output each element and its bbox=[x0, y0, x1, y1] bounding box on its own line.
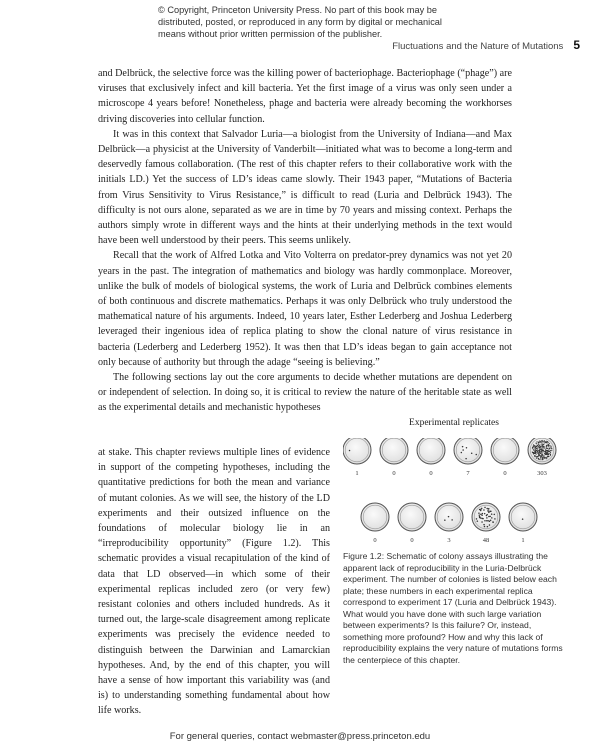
colony-dot bbox=[541, 440, 542, 441]
colony-dot bbox=[540, 441, 541, 442]
colony-dot bbox=[477, 520, 479, 522]
colony-dot bbox=[471, 453, 473, 455]
colony-dot bbox=[494, 514, 496, 516]
plate-dish bbox=[380, 438, 408, 464]
plate-dish bbox=[398, 503, 426, 531]
plate-dish bbox=[509, 503, 537, 531]
colony-dot bbox=[451, 519, 453, 521]
colony-dot bbox=[487, 520, 489, 522]
colony-dot bbox=[489, 516, 491, 518]
petri-plates-diagram bbox=[343, 438, 565, 558]
colony-dot bbox=[486, 520, 488, 522]
colony-dot bbox=[480, 517, 482, 519]
paragraph: Recall that the work of Alfred Lotka and Vito Volterra on predator-prey dynamics was not yet 20 years in the past. The integration of mathematics and biology was hardly commonplace. Moreover, unlike the bulk of models of biological systems, the work of Luria and Delbrück combines elements of both continuous and discrete mathematics. Perhaps it was only Delbrück who truly understood the mathematical nature of his arguments. Indeed, 10 years later, Esther Lederberg and Joshua Lederberg leveraged their ingenious idea of replica plating to show the clonal nature of virus resistance in bacteria (Lederberg and Lederberg 1952). It was then that LD’s ideas began to gain acceptance not only because of authority but through the adage “seeing is believing.” bbox=[98, 250, 512, 368]
colony-dot bbox=[546, 453, 547, 454]
petri-plate bbox=[528, 438, 556, 464]
petri-plate bbox=[361, 503, 389, 531]
colony-dot bbox=[481, 515, 483, 517]
colony-dot bbox=[538, 450, 539, 451]
colony-dot bbox=[533, 453, 534, 454]
colony-dot bbox=[542, 444, 543, 445]
colony-dot bbox=[544, 448, 545, 449]
plate-count-label: 303 bbox=[537, 470, 547, 477]
colony-dot bbox=[481, 521, 483, 523]
colony-dot bbox=[461, 452, 463, 454]
colony-dot bbox=[543, 441, 544, 442]
colony-dot bbox=[539, 445, 540, 446]
paragraph: The following sections lay out the core arguments to decide whether mutations are dependent on or independent of selection. In doing so, it is critical to review the nature of the heritable state as well as the experimental details and mechanistic hypotheses bbox=[98, 372, 512, 414]
colony-dot bbox=[534, 450, 535, 451]
colony-dot bbox=[534, 453, 535, 454]
petri-plate bbox=[380, 438, 408, 464]
colony-dot bbox=[546, 442, 547, 443]
colony-dot bbox=[539, 441, 540, 442]
plate-count-label: 48 bbox=[482, 537, 490, 544]
colony-dot bbox=[539, 452, 540, 453]
colony-dot bbox=[550, 445, 551, 446]
running-title: Fluctuations and the Nature of Mutations bbox=[392, 41, 564, 52]
colony-dot bbox=[487, 526, 489, 528]
plate-dish bbox=[491, 438, 519, 464]
colony-dot bbox=[540, 456, 541, 457]
colony-dot bbox=[545, 441, 546, 442]
colony-dot bbox=[539, 440, 540, 441]
footer-contact: For general queries, contact webmaster@press.princeton.edu bbox=[169, 731, 431, 742]
paragraph: It was in this context that Salvador Luria—a biologist from the University of Indiana—and Max Delbrück—a physicist at the University of Vanderbilt—initiated what was to become a long-term and deservedly famous collaboration. (The rest of this chapter refers to their collaborative work with the initials LD.) Yet the success of LD’s ideas came slowly. Their 1943 paper, “Mutations of Bacteria from Virus Sensitivity to Virus Resistance,” is difficult to read (Luria and Delbrück 1943). The difficulty is not ours alone, separated as we are in time by 70 years and missing context. Perhaps the authors simply wrote in different ways and the hints at their underlying methods in the text would have been well understood by their peers. This seems unlikely. bbox=[98, 128, 512, 247]
colony-dot bbox=[541, 449, 542, 450]
colony-dot bbox=[349, 450, 351, 452]
colony-dot bbox=[476, 454, 478, 456]
petri-plate bbox=[491, 438, 519, 464]
colony-dot bbox=[539, 447, 540, 448]
colony-dot bbox=[542, 459, 543, 460]
colony-dot bbox=[542, 454, 543, 455]
colony-dot bbox=[538, 446, 539, 447]
colony-dot bbox=[534, 455, 535, 456]
colony-dot bbox=[550, 455, 551, 456]
colony-dot bbox=[534, 448, 535, 449]
plate-dish bbox=[343, 438, 371, 464]
colony-dot bbox=[491, 513, 493, 515]
colony-dot bbox=[484, 507, 486, 509]
colony-dot bbox=[481, 518, 483, 520]
colony-dot bbox=[538, 456, 539, 457]
colony-dot bbox=[465, 458, 467, 460]
colony-dot bbox=[484, 520, 486, 522]
plate-dish bbox=[417, 438, 445, 464]
colony-dot bbox=[490, 511, 492, 513]
colony-dot bbox=[540, 459, 541, 460]
colony-dot bbox=[535, 452, 536, 453]
plate-dish bbox=[361, 503, 389, 531]
colony-dot bbox=[547, 448, 548, 449]
colony-dot bbox=[532, 452, 533, 453]
colony-dot bbox=[540, 447, 541, 448]
plate-count-label: 0 bbox=[410, 537, 414, 544]
paragraph: and Delbrück, the selective force was the killing power of bacteriophage. Bacteriophage (“phage”) are viruses that exclusively infect and kill bacteria. Yet the first image of a virus was only seen under a microscope 4 years before! Nonetheless, phage and bacteria were already becoming the workhorses driving discoveries into cellular function. bbox=[98, 68, 512, 125]
colony-dot bbox=[544, 440, 545, 441]
colony-dot bbox=[466, 447, 468, 449]
colony-dot bbox=[546, 450, 547, 451]
colony-dot bbox=[545, 451, 546, 452]
petri-plate bbox=[454, 438, 482, 464]
colony-dot bbox=[538, 453, 539, 454]
colony-dot bbox=[536, 452, 537, 453]
petri-plate bbox=[472, 503, 500, 531]
column-paragraph: at stake. This chapter reviews multiple lines of evidence in support of the competing hypotheses, including the quantitative predictions for both the mean and variance of mutant colonies. As we will see, the history of the LD experiments and their outsized influence on the foundations of molecular biology lie in an “irreproducibility opportunity” (Figure 1.2). This schematic provides a visual recapitulation of the kind of data that LD observed—in which some of their experimental replicas included zero (or very few) resistant colonies and others included hundreds. As it turned out, the large-scale disagreement among replicate experiments was precisely the evidence needed to distinguish between the Darwinian and Lamarckian hypotheses. And, by the end of this chapter, you will have a sense of how important this variability was (and is) to understanding something fundamental about how life works. bbox=[98, 447, 330, 717]
colony-dot bbox=[538, 458, 539, 459]
running-head bbox=[360, 38, 580, 52]
colony-dot bbox=[478, 512, 480, 514]
colony-dot bbox=[532, 448, 533, 449]
colony-dot bbox=[533, 449, 534, 450]
colony-dot bbox=[540, 455, 541, 456]
petri-plate bbox=[435, 503, 463, 531]
colony-dot bbox=[546, 457, 547, 458]
colony-dot bbox=[543, 446, 544, 447]
colony-dot bbox=[484, 526, 486, 528]
colony-dot bbox=[543, 457, 544, 458]
petri-plate bbox=[398, 503, 426, 531]
colony-dot bbox=[534, 445, 535, 446]
colony-dot bbox=[479, 514, 481, 516]
colony-dot bbox=[540, 451, 541, 452]
colony-dot bbox=[488, 510, 490, 512]
colony-dot bbox=[489, 524, 491, 526]
copyright-notice: © Copyright, Princeton University Press. No part of this book may be distributed, posted, or reproduced in any form by digital or mechanical means without prior written permission of the publisher. bbox=[158, 5, 442, 39]
colony-dot bbox=[462, 446, 464, 448]
colony-dot bbox=[548, 454, 549, 455]
plate-count-label: 3 bbox=[447, 537, 451, 544]
colony-dot bbox=[545, 452, 546, 453]
colony-dot bbox=[536, 447, 537, 448]
petri-plate bbox=[417, 438, 445, 464]
colony-dot bbox=[540, 446, 541, 447]
colony-dot bbox=[540, 458, 541, 459]
colony-dot bbox=[535, 447, 536, 448]
colony-dot bbox=[539, 449, 540, 450]
colony-dot bbox=[486, 515, 488, 517]
colony-dot bbox=[481, 508, 483, 510]
colony-dot bbox=[536, 458, 537, 459]
plate-count-label: 0 bbox=[392, 470, 396, 477]
plate-count-label: 7 bbox=[466, 470, 470, 477]
colony-dot bbox=[546, 451, 547, 452]
colony-dot bbox=[539, 455, 540, 456]
colony-dot bbox=[476, 518, 478, 520]
plate-dish bbox=[454, 438, 482, 464]
colony-dot bbox=[486, 517, 488, 519]
colony-dot bbox=[537, 451, 538, 452]
colony-dot bbox=[550, 452, 551, 453]
colony-dot bbox=[551, 448, 552, 449]
colony-dot bbox=[492, 521, 494, 523]
colony-dot bbox=[462, 449, 464, 451]
colony-dot bbox=[534, 451, 535, 452]
colony-dot bbox=[532, 447, 533, 448]
plate-dish bbox=[472, 503, 500, 531]
colony-dot bbox=[544, 453, 545, 454]
petri-plate bbox=[343, 438, 371, 464]
colony-dot bbox=[550, 454, 551, 455]
colony-dot bbox=[444, 519, 446, 521]
colony-dot bbox=[491, 517, 493, 519]
colony-dot bbox=[486, 508, 488, 510]
colony-dot bbox=[542, 458, 543, 459]
colony-dot bbox=[542, 449, 543, 450]
colony-dot bbox=[490, 519, 492, 521]
colony-dot bbox=[542, 448, 543, 449]
colony-dot bbox=[537, 441, 538, 442]
colony-dot bbox=[548, 449, 549, 450]
colony-dot bbox=[537, 445, 538, 446]
plate-count-label: 1 bbox=[355, 470, 359, 477]
colony-dot bbox=[482, 513, 484, 515]
plate-count-label: 0 bbox=[429, 470, 433, 477]
colony-dot bbox=[538, 450, 539, 451]
page-number: 5 bbox=[573, 38, 580, 52]
colony-dot bbox=[547, 441, 548, 442]
plate-count-label: 0 bbox=[503, 470, 507, 477]
colony-dot bbox=[484, 513, 486, 515]
colony-dot bbox=[549, 448, 550, 449]
colony-dot bbox=[541, 452, 542, 453]
colony-dot bbox=[522, 518, 524, 520]
colony-dot bbox=[548, 446, 549, 447]
colony-dot bbox=[488, 516, 490, 518]
petri-plate bbox=[509, 503, 537, 531]
colony-dot bbox=[544, 455, 545, 456]
colony-dot bbox=[549, 445, 550, 446]
colony-dot bbox=[448, 516, 450, 518]
colony-dot bbox=[483, 509, 485, 511]
colony-dot bbox=[536, 456, 537, 457]
colony-dot bbox=[549, 451, 550, 452]
colony-dot bbox=[536, 443, 537, 444]
colony-dot bbox=[541, 445, 542, 446]
plate-count-label: 1 bbox=[521, 537, 525, 544]
colony-dot bbox=[541, 444, 542, 445]
colony-dot bbox=[480, 510, 482, 512]
colony-dot bbox=[536, 453, 537, 454]
colony-dot bbox=[546, 445, 547, 446]
colony-dot bbox=[546, 446, 547, 447]
colony-dot bbox=[541, 453, 542, 454]
colony-dot bbox=[483, 524, 485, 526]
figure-title: Experimental replicates bbox=[409, 418, 499, 428]
colony-dot bbox=[494, 518, 496, 520]
colony-dot bbox=[539, 459, 540, 460]
colony-dot bbox=[489, 520, 491, 522]
colony-dot bbox=[541, 442, 542, 443]
colony-dot bbox=[547, 456, 548, 457]
colony-dot bbox=[480, 513, 482, 515]
colony-dot bbox=[544, 451, 545, 452]
colony-dot bbox=[542, 456, 543, 457]
colony-dot bbox=[543, 446, 544, 447]
plate-count-label: 0 bbox=[373, 537, 377, 544]
colony-dot bbox=[545, 458, 546, 459]
main-text bbox=[98, 66, 512, 416]
colony-dot bbox=[548, 444, 549, 445]
colony-dot bbox=[551, 450, 552, 451]
colony-dot bbox=[549, 443, 550, 444]
colony-dot bbox=[537, 449, 538, 450]
colony-dot bbox=[544, 457, 545, 458]
colony-dot bbox=[550, 450, 551, 451]
colony-dot bbox=[538, 442, 539, 443]
figure-caption: Figure 1.2: Schematic of colony assays illustrating the apparent lack of reproducibility in the Luria-Delbrück experiment. The number of colonies is listed below each plate; these numbers in each experimental replica correspond to experiment 17 (Luria and Delbrück 1943). What would you have done with such large variation between experiments? Is this failure? Or, instead, something more profound? How and why this lack of reproducibility explains the very nature of mutations forms the centerpiece of this chapter. bbox=[343, 551, 563, 665]
colony-dot bbox=[545, 449, 546, 450]
